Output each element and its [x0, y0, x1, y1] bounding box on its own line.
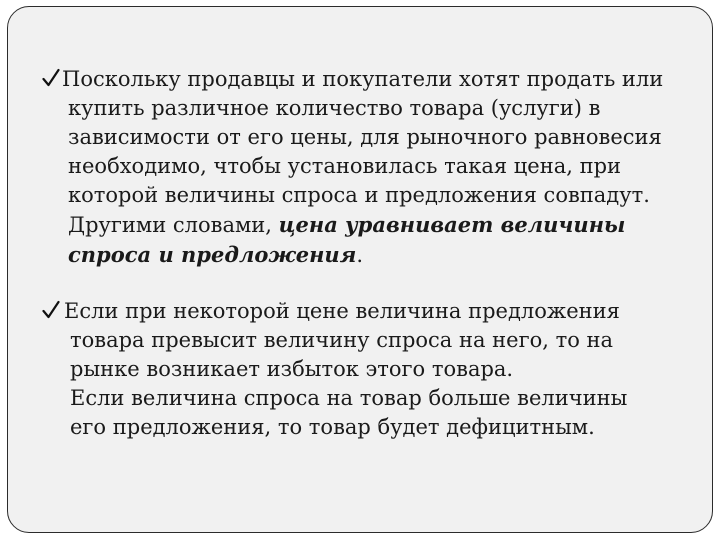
checkmark-icon — [42, 68, 60, 88]
conclusion-period: . — [356, 243, 364, 267]
bullet-text — [64, 297, 692, 442]
text-line: Если при некоторой цене величина предложения — [64, 299, 620, 323]
text-line: Поскольку продавцы и покупатели хотят продать или — [62, 67, 664, 91]
text-line: купить различное количество товара (услуги) в — [68, 96, 601, 120]
emphasis-text: спроса и предложения — [68, 242, 357, 267]
text-line: зависимости от его цены, для рыночного равновесия — [68, 125, 662, 149]
text-line-conclusion-end — [62, 240, 690, 270]
checkmark-icon — [42, 300, 60, 320]
text-line-conclusion — [62, 210, 690, 240]
text-line: необходимо, чтобы установилась такая цена, при — [68, 154, 622, 178]
slide-frame — [7, 6, 713, 533]
conclusion-prefix: Другими словами, — [68, 213, 279, 237]
bullet-text — [62, 65, 690, 270]
text-line: Если величина спроса на товар больше величины — [70, 386, 628, 410]
emphasis-text: цена уравнивает величины — [278, 212, 626, 237]
text-line: которой величины спроса и предложения совпадут. — [68, 183, 650, 207]
text-line: рынке возникает избыток этого товара. — [70, 357, 514, 381]
text-line: его предложения, то товар будет дефицитным. — [70, 415, 595, 439]
text-line: товара превысит величину спроса на него, то на — [70, 328, 614, 352]
